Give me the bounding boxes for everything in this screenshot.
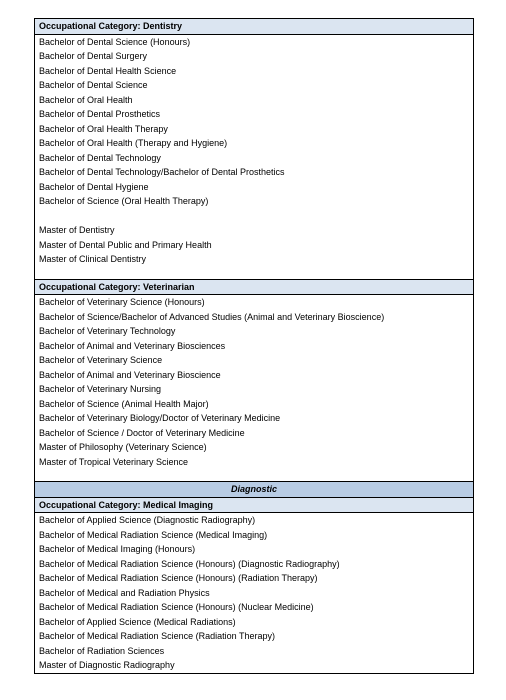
- list-item: Bachelor of Medical Radiation Science (Honours) (Diagnostic Radiography): [39, 558, 340, 569]
- list-item: Bachelor of Oral Health (Therapy and Hygiene): [39, 138, 228, 148]
- section-gap: [35, 469, 473, 481]
- list-item: Bachelor of Dental Science (Honours): [39, 36, 191, 47]
- list-item: Bachelor of Medical Imaging (Honours): [39, 544, 196, 554]
- list-item: Bachelor of Medical Radiation Science (Medical Imaging): [39, 529, 268, 540]
- dentistry-list: [35, 35, 473, 279]
- list-item: Master of Dentistry: [39, 225, 115, 235]
- list-item: Bachelor of Dental Science: [39, 80, 148, 90]
- list-item: Bachelor of Veterinary Technology: [39, 326, 176, 336]
- list-item: Bachelor of Medical and Radiation Physics: [39, 587, 210, 598]
- medical-imaging-list: [35, 513, 473, 673]
- list-item: Bachelor of Veterinary Biology/Doctor of Veterinary Medicine: [39, 413, 281, 423]
- list-item: Bachelor of Dental Prosthetics: [39, 109, 161, 119]
- list-item: Bachelor of Medical Radiation Science (Honours) (Radiation Therapy): [39, 573, 318, 583]
- list-item: Bachelor of Animal and Veterinary Biosciences: [39, 340, 226, 351]
- dentistry-category-header: Occupational Category: Dentistry: [35, 19, 473, 35]
- list-item: Bachelor of Dental Surgery: [39, 51, 148, 61]
- list-item: Bachelor of Science/Bachelor of Advanced Studies (Animal and Veterinary Bioscience): [39, 311, 385, 322]
- list-item: Bachelor of Veterinary Nursing: [39, 384, 162, 394]
- blank-row: [35, 209, 473, 224]
- diagnostic-section-title: Diagnostic: [35, 481, 473, 498]
- list-item: Bachelor of Oral Health: [39, 94, 133, 105]
- veterinarian-category-header: Occupational Category: Veterinarian: [35, 279, 473, 296]
- list-item: Bachelor of Applied Science (Medical Radiations): [39, 616, 236, 627]
- list-item: Bachelor of Science (Oral Health Therapy): [39, 196, 209, 206]
- list-item: Master of Dental Public and Primary Health: [39, 239, 212, 250]
- list-item: Bachelor of Veterinary Science (Honours): [39, 297, 205, 307]
- list-item: Bachelor of Dental Technology/Bachelor of Dental Prosthetics: [39, 167, 285, 177]
- list-item: Bachelor of Medical Radiation Science (Radiation Therapy): [39, 631, 275, 641]
- list-item: Bachelor of Oral Health Therapy: [39, 123, 168, 134]
- list-item: Bachelor of Science (Animal Health Major): [39, 398, 209, 409]
- list-item: Master of Philosophy (Veterinary Science): [39, 442, 207, 452]
- section-gap: [35, 267, 473, 279]
- list-item: Master of Clinical Dentistry: [39, 254, 147, 264]
- list-item: Bachelor of Medical Radiation Science (Honours) (Nuclear Medicine): [39, 602, 314, 612]
- list-item: Bachelor of Dental Technology: [39, 152, 161, 163]
- list-item: Bachelor of Applied Science (Diagnostic Radiography): [39, 515, 256, 525]
- medical-imaging-category-header: Occupational Category: Medical Imaging: [35, 498, 473, 514]
- veterinarian-list: [35, 295, 473, 481]
- list-item: Master of Tropical Veterinary Science: [39, 456, 189, 467]
- list-item: Bachelor of Radiation Sciences: [39, 645, 165, 656]
- list-item: Bachelor of Animal and Veterinary Bioscience: [39, 369, 221, 380]
- list-item: Bachelor of Dental Hygiene: [39, 181, 149, 192]
- qualifications-table: [34, 18, 474, 674]
- list-item: Bachelor of Dental Health Science: [39, 65, 177, 76]
- list-item: Master of Diagnostic Radiography: [39, 660, 175, 670]
- list-item: Bachelor of Science / Doctor of Veterinary Medicine: [39, 427, 245, 438]
- list-item: Bachelor of Veterinary Science: [39, 355, 163, 365]
